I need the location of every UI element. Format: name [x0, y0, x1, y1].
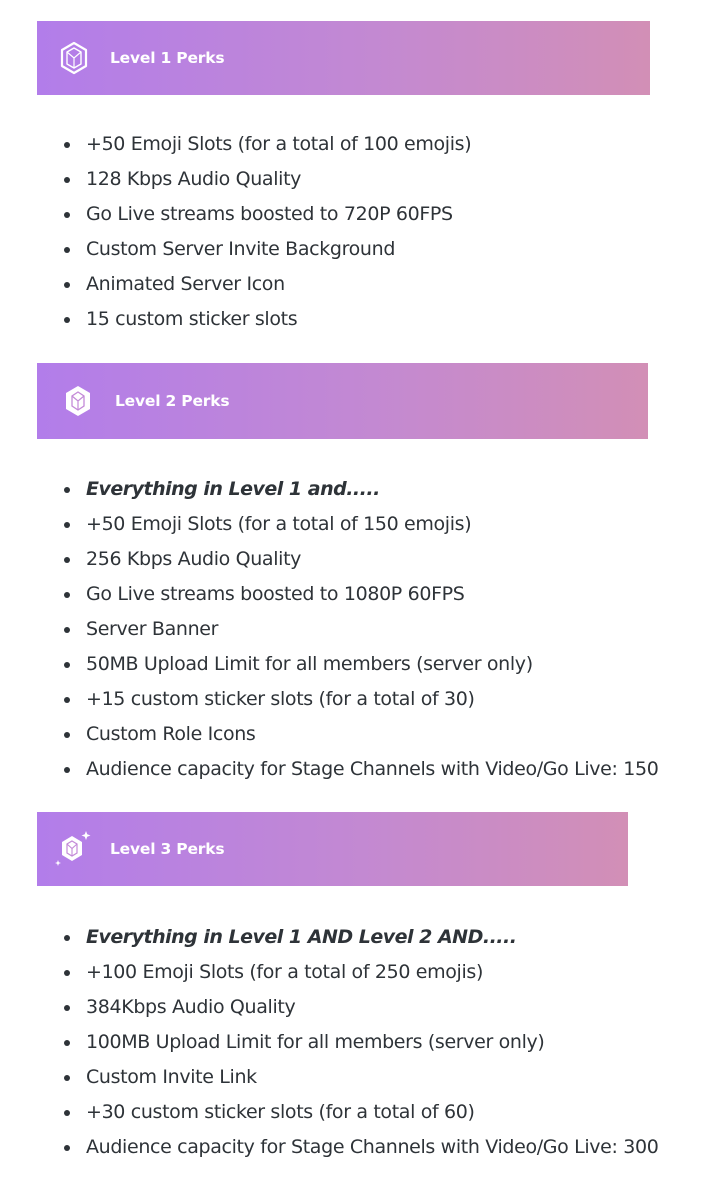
bullet	[64, 592, 70, 598]
list-item: Everything in Level 1 and.....	[0, 472, 658, 507]
list-item: 256 Kbps Audio Quality	[0, 542, 658, 577]
list-item: Animated Server Icon	[0, 267, 471, 302]
gem-sparkle-icon	[54, 830, 92, 868]
list-item: 100MB Upload Limit for all members (server only)	[0, 1025, 658, 1060]
level-3-banner	[37, 812, 628, 886]
bullet	[64, 1145, 70, 1151]
list-item: Custom Role Icons	[0, 717, 658, 752]
level-3-perk-list	[0, 920, 658, 1165]
bullet	[64, 1005, 70, 1011]
list-item: 50MB Upload Limit for all members (server only)	[0, 647, 658, 682]
level-2-banner	[37, 363, 648, 439]
bullet	[64, 142, 70, 148]
bullet	[64, 522, 70, 528]
bullet	[64, 1040, 70, 1046]
list-item: +30 custom sticker slots (for a total of 60)	[0, 1095, 658, 1130]
bullet	[64, 1110, 70, 1116]
bullet	[64, 662, 70, 668]
list-item: +50 Emoji Slots (for a total of 100 emojis)	[0, 127, 471, 162]
bullet	[64, 177, 70, 183]
list-item: Everything in Level 1 AND Level 2 AND.....	[0, 920, 658, 955]
bullet	[64, 767, 70, 773]
level-1-banner	[37, 21, 650, 95]
bullet	[64, 557, 70, 563]
gem-outline-icon	[59, 41, 89, 75]
bullet	[64, 697, 70, 703]
level-2-title: Level 2 Perks	[115, 392, 230, 410]
list-item: +50 Emoji Slots (for a total of 150 emojis)	[0, 507, 658, 542]
level-2-perk-list	[0, 472, 658, 787]
bullet	[64, 317, 70, 323]
bullet	[64, 247, 70, 253]
bullet	[64, 1075, 70, 1081]
list-item: Go Live streams boosted to 1080P 60FPS	[0, 577, 658, 612]
list-item: Audience capacity for Stage Channels with Video/Go Live: 150	[0, 752, 658, 787]
level-1-perk-list	[0, 127, 471, 337]
list-item: 384Kbps Audio Quality	[0, 990, 658, 1025]
bullet	[64, 732, 70, 738]
list-item: Custom Server Invite Background	[0, 232, 471, 267]
bullet	[64, 212, 70, 218]
bullet	[64, 487, 70, 493]
list-item: 128 Kbps Audio Quality	[0, 162, 471, 197]
bullet	[64, 970, 70, 976]
level-3-title: Level 3 Perks	[110, 840, 225, 858]
list-item: Audience capacity for Stage Channels with Video/Go Live: 300	[0, 1130, 658, 1165]
list-item: +100 Emoji Slots (for a total of 250 emojis)	[0, 955, 658, 990]
list-item: Custom Invite Link	[0, 1060, 658, 1095]
bullet	[64, 935, 70, 941]
level-1-title: Level 1 Perks	[110, 49, 225, 67]
gem-filled-icon	[63, 384, 93, 418]
list-item: Server Banner	[0, 612, 658, 647]
list-item: 15 custom sticker slots	[0, 302, 471, 337]
bullet	[64, 282, 70, 288]
list-item: Go Live streams boosted to 720P 60FPS	[0, 197, 471, 232]
list-item: +15 custom sticker slots (for a total of 30)	[0, 682, 658, 717]
bullet	[64, 627, 70, 633]
